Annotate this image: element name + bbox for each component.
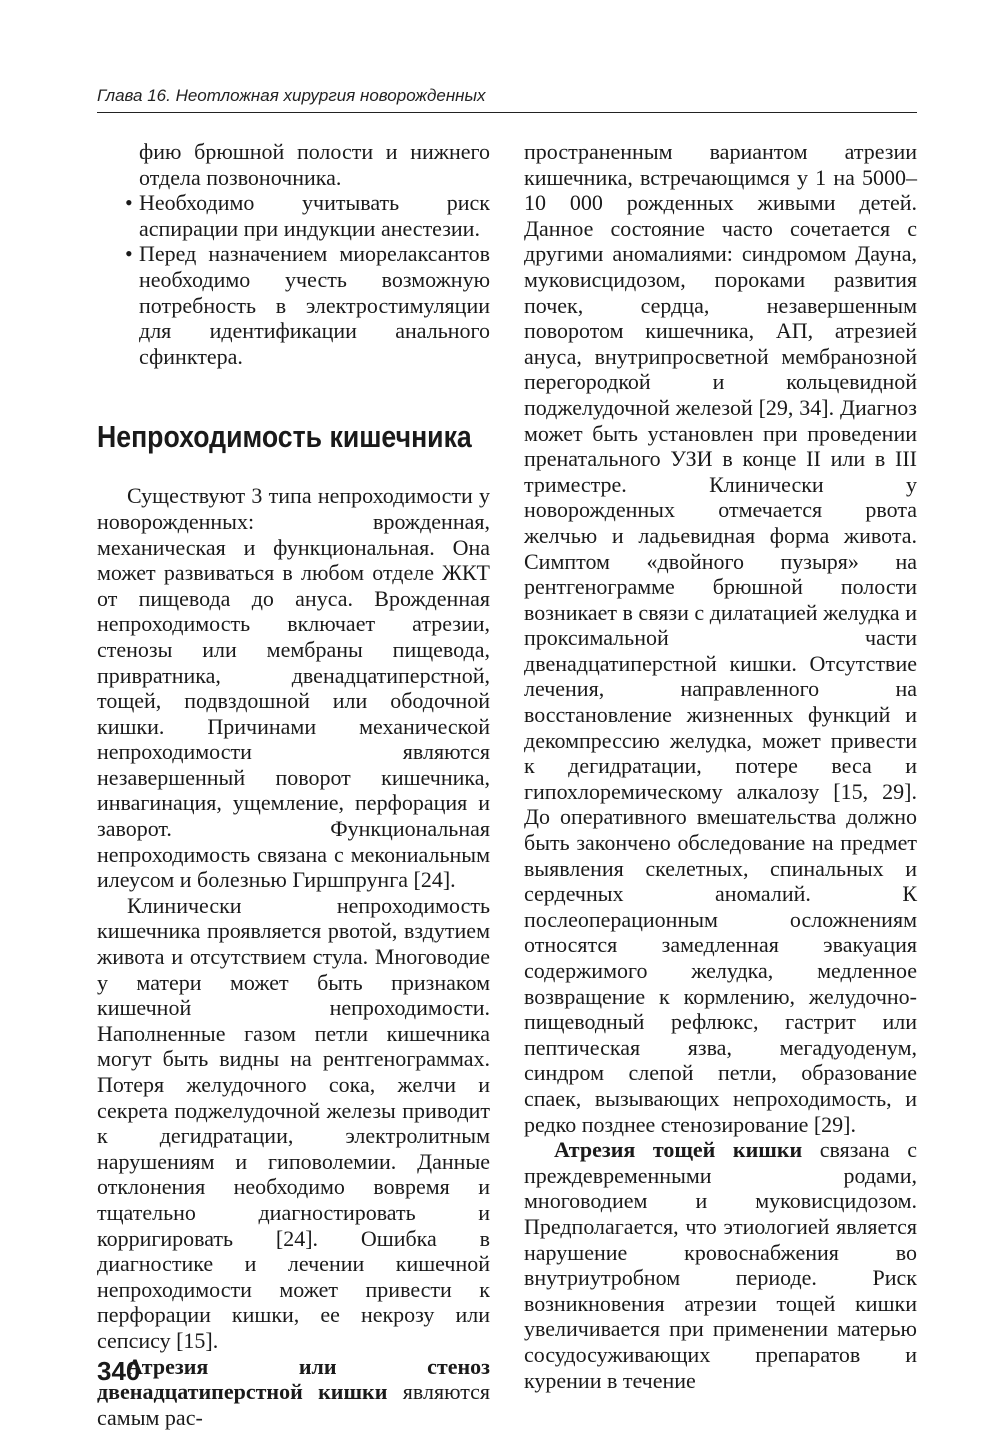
section-title: Непроходимость кишечника — [97, 419, 472, 455]
bullet-list — [97, 190, 490, 369]
bullet-text: Необходимо учитывать риск аспирации при индукции анестезии. — [139, 190, 490, 241]
left-column — [97, 139, 490, 1430]
page-number: 340 — [97, 1356, 141, 1386]
list-item — [97, 190, 490, 241]
term-bold: Атрезия тощей кишки — [554, 1137, 803, 1163]
paragraph — [524, 1137, 917, 1393]
paragraph: пространенным вариантом атрезии кишечника, встречающимся у 1 на 5000–10 000 рожденных живыми детей. Данное состояние часто сочетается с другими аномалиями: синдромом Дауна, муковисцидозом, пороками развития почек, сердца, незавершенным поворотом кишечника, АП, атрезией ануса, внутрипросветной мембранозной перегородкой и кольцевидной поджелудочной железой [29, 34]. Диагноз может быть установлен при проведении пренатального УЗИ в конце II или в III триместре. Клинически у новорожденных отмечается рвота желчью и ладьевидная форма живота. Симптом «двойного пузыря» на рентгенограмме брюшной полости возникает в связи с дилатацией желудка и проксимальной части двенадцатиперстной кишки. Отсутствие лечения, направленного на восстановление жизненных функций и декомпрессию желудка, может привести к дегидратации, потере веса и гипохлоремическому алкалозу [15, 29]. До оперативного вмешательства должно быть закончено обследование на предмет выявления скелетных, спинальных и сердечных аномалий. К послеоперационным осложнениям относятся замедленная эвакуация содержимого желудка, медленное возвращение к кормлению, желудочно-пищеводный рефлюкс, гастрит или пептическая язва, мегадуоденум, синдром слепой петли, образование спаек, вызывающих непроходимость, и редко позднее стенозирование [29]. — [524, 139, 917, 1137]
continued-text: фию брюшной полости и нижнего отдела позвоночника. — [139, 139, 490, 190]
header-rule — [97, 112, 917, 113]
paragraph: Клинически непроходимость кишечника проявляется рвотой, вздутием живота и отсутствием стула. Многоводие у матери может быть признаком кишечной непроходимости. Наполненные газом петли кишечника могут быть видны на рентгенограммах. Потеря желудочного сока, желчи и секрета поджелудочной железы приводит к дегидратации, электролитным нарушениям и гиповолемии. Данные отклонения необходимо вовремя и тщательно диагностировать и корригировать [24]. Ошибка в диагностике и лечении кишечной непроходимости может привести к перфорации кишки, ее некрозу или сепсису [15]. — [97, 892, 490, 1353]
running-header: Глава 16. Неотложная хирургия новорожденных — [97, 86, 486, 105]
paragraph — [97, 1354, 490, 1431]
right-column — [524, 139, 917, 1393]
term-bold: Атрезия или стеноз двенадцатиперстной кишки — [97, 1353, 490, 1405]
paragraph-text: связана с преждевременными родами, многоводием и муковисцидозом. Предполагается, что этиологией является нарушение кровоснабжения во внутриутробном периоде. Риск возникновения атрезии тощей кишки увеличивается при применении матерью сосудосуживающих препаратов и курении в течение — [524, 1137, 917, 1393]
bullet-icon: • — [125, 190, 133, 216]
bullet-text: Перед назначением миорелаксантов необходимо учесть возможную потребность в электростимуляции для идентификации анального сфинктера. — [139, 241, 490, 369]
bullet-icon: • — [125, 241, 133, 267]
paragraph: Существуют 3 типа непроходимости у новорожденных: врожденная, механическая и функциональная. Она может развиваться в любом отделе ЖКТ от пищевода до ануса. Врожденная непроходимость включает атрезии, стенозы или мембраны пищевода, привратника, двенадцатиперстной, тощей, подвздошной или ободочной кишки. Причинами механической непроходимости являются незавершенный поворот кишечника, инвагинация, ущемление, перфорация и заворот. Функциональная непроходимость связана с мекониальным илеусом и болезнью Гиршпрунга [24]. — [97, 483, 490, 893]
paragraph-text: являются самым рас- — [97, 1379, 490, 1430]
list-item — [97, 241, 490, 369]
